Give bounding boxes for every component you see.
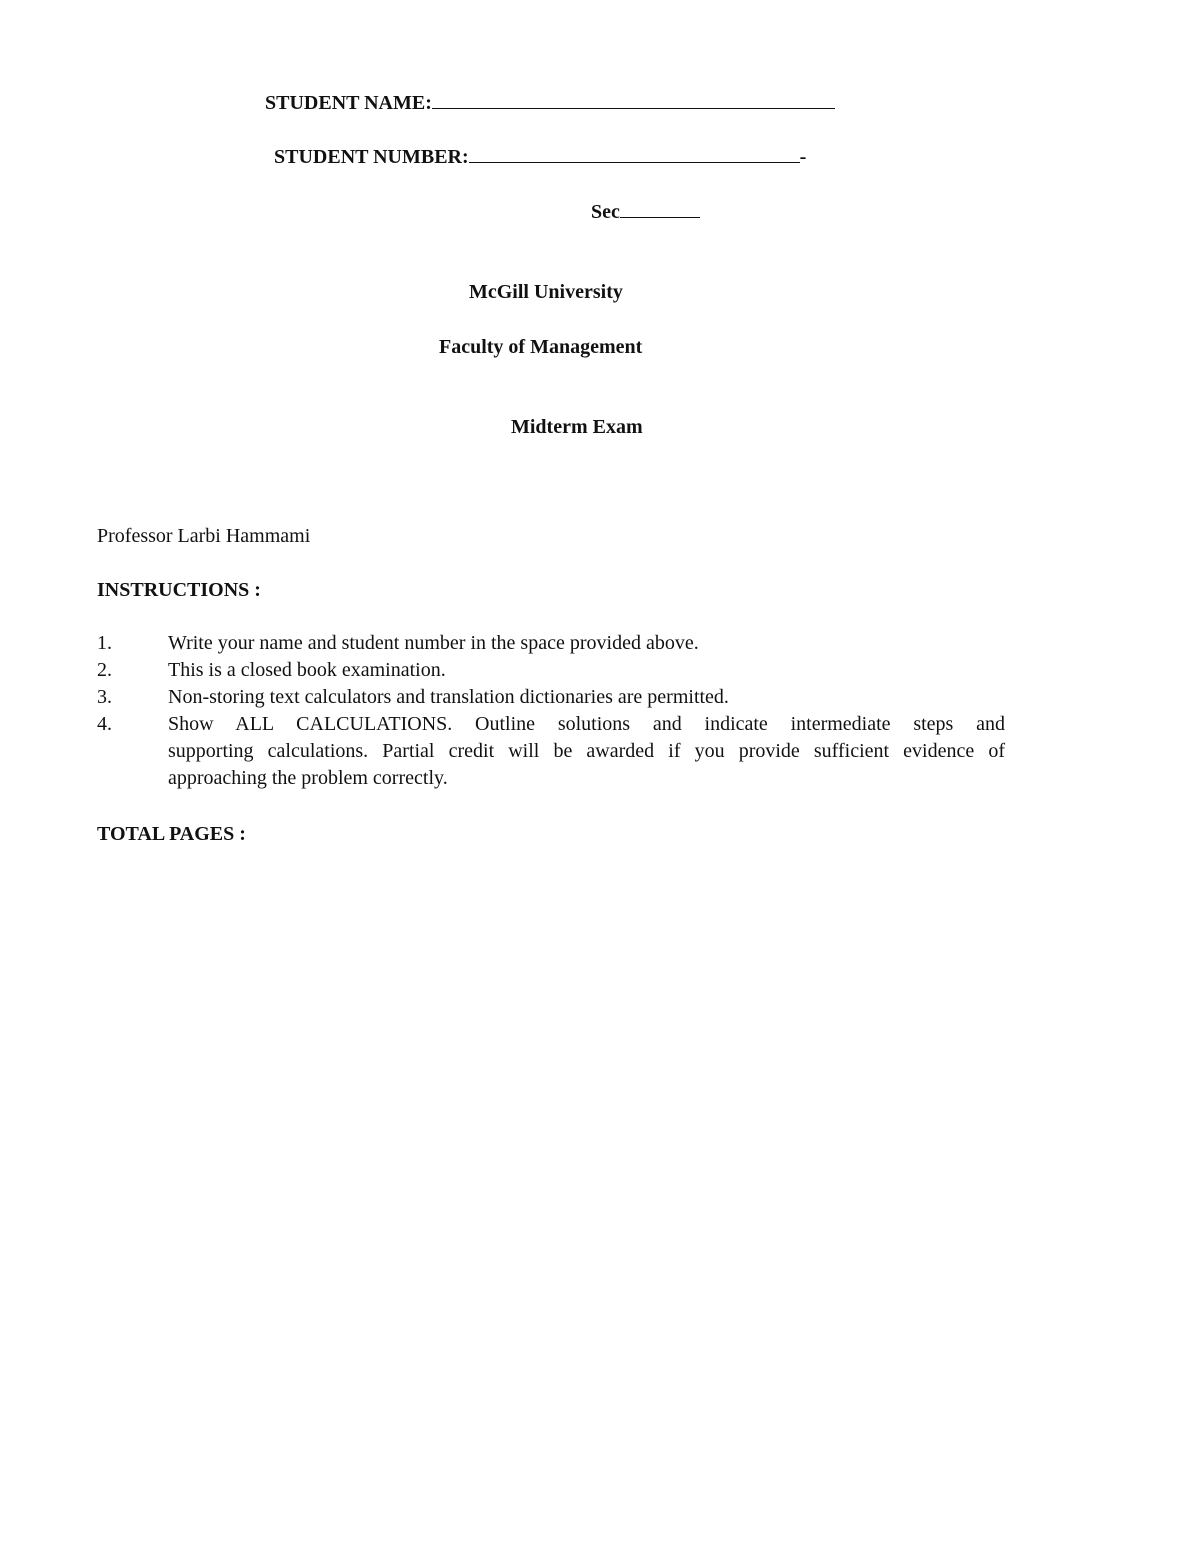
instruction-item: Write your name and student number in the space provided above.	[168, 632, 699, 654]
item-number: 2.	[97, 659, 112, 681]
professor-name: Professor Larbi Hammami	[97, 525, 311, 547]
student-name-label: STUDENT NAME:	[265, 92, 432, 114]
section-label: Sec	[591, 201, 620, 223]
item-number: 4.	[97, 713, 112, 735]
instruction-item: This is a closed book examination.	[168, 659, 446, 681]
item-number: 1.	[97, 632, 112, 654]
section-blank[interactable]	[620, 199, 700, 218]
instructions-heading: INSTRUCTIONS :	[97, 579, 261, 601]
total-pages-label: TOTAL PAGES :	[97, 823, 246, 845]
faculty-title: Faculty of Management	[439, 336, 643, 358]
instruction-item-line: approaching the problem correctly.	[168, 767, 448, 789]
student-name-field[interactable]	[265, 90, 835, 115]
student-number-blank[interactable]	[469, 144, 800, 163]
student-number-label: STUDENT NUMBER:	[274, 146, 469, 168]
student-number-field[interactable]	[274, 144, 806, 169]
instruction-item-line: supporting calculations. Partial credit will be awarded if you provide sufficient evidence of	[168, 740, 1005, 762]
instruction-item-line: Show ALL CALCULATIONS. Outline solutions and indicate intermediate steps and	[168, 713, 1005, 735]
university-title: McGill University	[469, 281, 623, 303]
student-name-blank[interactable]	[432, 90, 835, 109]
exam-title: Midterm Exam	[511, 416, 643, 438]
section-field[interactable]	[591, 199, 700, 224]
item-number: 3.	[97, 686, 112, 708]
instruction-item: Non-storing text calculators and translation dictionaries are permitted.	[168, 686, 729, 708]
student-number-suffix: -	[799, 146, 807, 168]
